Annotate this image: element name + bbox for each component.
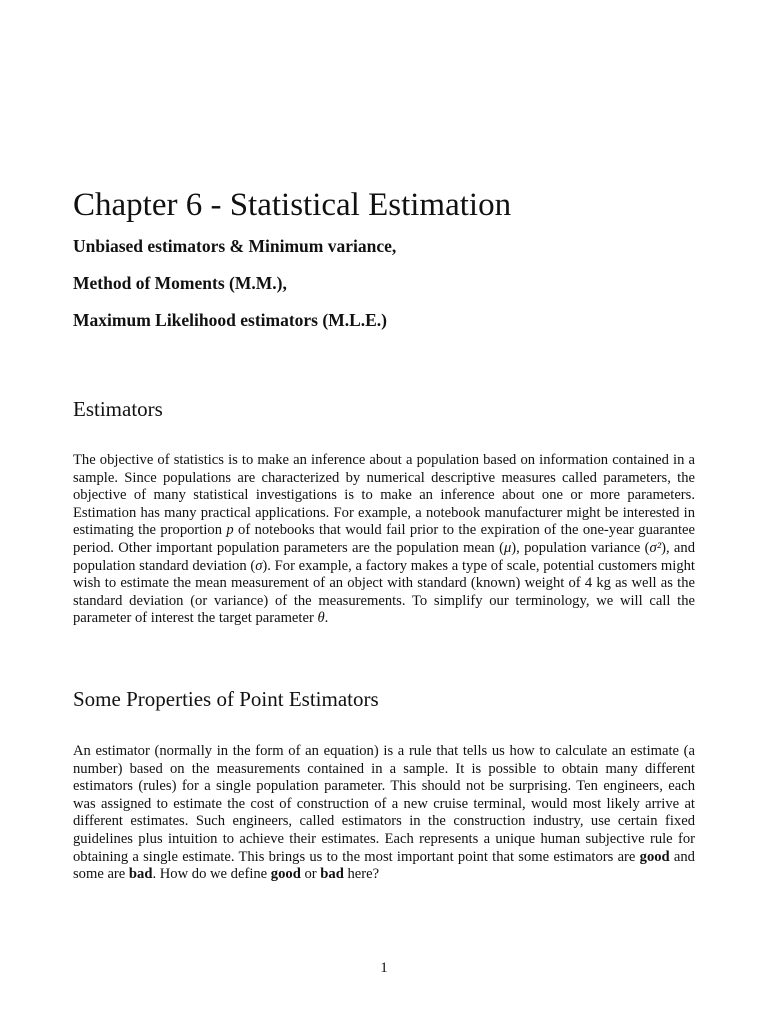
text-run: . How do we define [152,866,271,883]
text-run: ), and population standard deviation ( [73,539,695,574]
math-symbol: σ [255,557,263,574]
page-number: 1 [380,960,388,976]
text-run: ). For example, a factory makes a type of scale, potential customers might wish to estimate the mean measurement of an object with standard (known) weight of 4 kg as well as the standard deviation (or variance) of the measurements. To simplify our terminology, we will call the parameter of interest the target parameter [73,557,695,627]
subtopic-unbiased-estimators: Unbiased estimators & Minimum variance, [73,236,397,256]
chapter-title: Chapter 6 - Statistical Estimation [73,187,512,223]
emphasis-bold: bad [128,866,153,883]
text-run: and some are [73,848,695,883]
math-symbol: p [226,522,234,539]
section-paragraph-estimators [73,452,695,628]
section-heading-point-estimators: Some Properties of Point Estimators [73,687,379,711]
emphasis-bold: good [270,866,301,883]
subtopic-maximum-likelihood: Maximum Likelihood estimators (M.L.E.) [73,310,388,330]
text-run: here? [343,866,380,883]
section-heading-estimators: Estimators [73,397,163,421]
text-run: or [300,866,321,883]
text-run: . [324,610,329,627]
emphasis-bold: good [639,848,670,865]
text-run: The objective of statistics is to make an inference about a population based on information contained in a sample. Since populations are characterized by numerical descriptive measures called parameters, the objective of many statistical investigations is to make an inference about one or more parameters. Estimation has many practical applications. For example, a notebook manufacturer might be interested in estimating the proportion [73,452,695,539]
math-symbol: θ [317,610,325,627]
section-paragraph-point-estimators [73,743,695,884]
emphasis-bold: bad [320,866,344,883]
text-run: ), population variance ( [511,539,650,556]
subtopic-method-of-moments: Method of Moments (M.M.), [73,273,287,293]
math-symbol: μ [503,539,512,556]
text-run: An estimator (normally in the form of an equation) is a rule that tells us how to calculate an estimate (a number) based on the measurements contained in a sample. It is possible to obtain many different estimators (rules) for a single population parameter. This should not be surprising. Ten engineers, each was assigned to estimate the cost of construction of a new cruise terminal, would most likely arrive at different estimates. Such engineers, called estimators in the construction industry, use certain fixed guidelines plus intuition to achieve their estimates. Each represents a unique human subjective rule for obtaining a single estimate. This brings us to the most important point that some estimators are [73,743,695,865]
text-run: of notebooks that would fail prior to the expiration of the one-year guarantee period. Other important population parameters are the population mean ( [73,522,695,556]
math-symbol: σ² [649,539,662,556]
